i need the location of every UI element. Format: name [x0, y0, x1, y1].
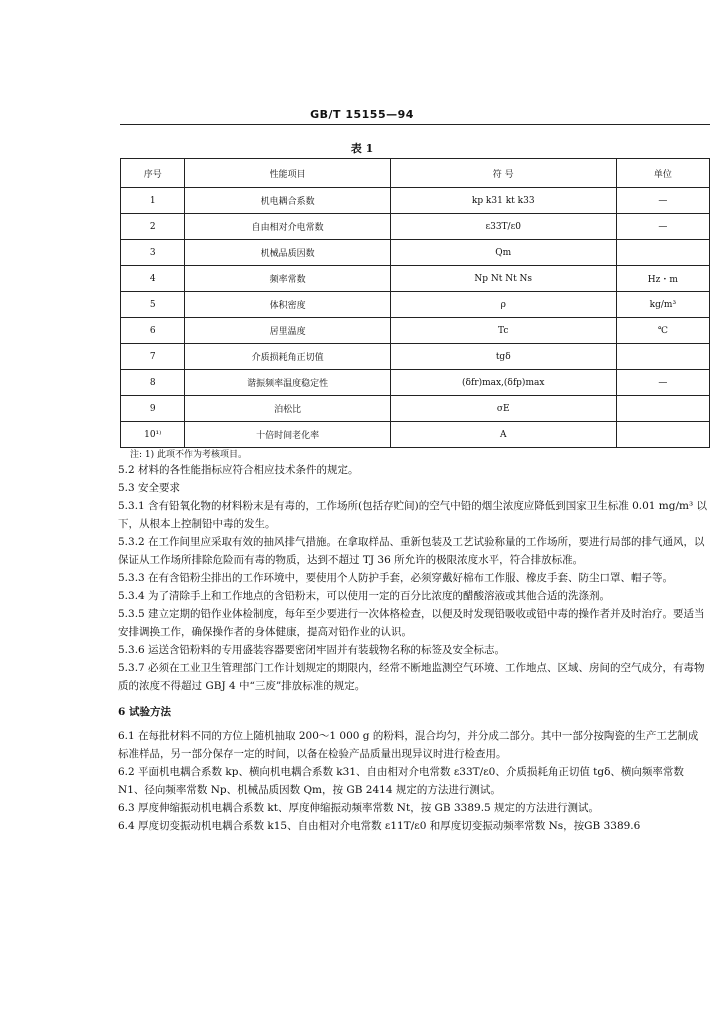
cell-property: 介质损耗角正切值 — [185, 344, 390, 370]
cell-index: 6 — [121, 318, 185, 344]
table-row — [121, 318, 710, 344]
properties-table — [120, 158, 710, 448]
table-row — [121, 292, 710, 318]
cell-property: 体积密度 — [185, 292, 390, 318]
col-header-symbol: 符 号 — [390, 159, 616, 188]
clause-5-3-6: 5.3.6 运送含铅粉料的专用盛装容器要密闭牢固并有装载物名称的标签及安全标志。 — [118, 644, 506, 656]
table-row — [121, 422, 710, 448]
clause-6-4: 6.4 厚度切变振动机电耦合系数 k15、自由相对介电常数 ε11T/ε0 和厚度切变振动频率常数 Ns，按GB 3389.6 — [118, 820, 641, 832]
table-row — [121, 266, 710, 292]
cell-unit: Hz・m — [616, 266, 709, 292]
cell-index: 7 — [121, 344, 185, 370]
clause-5-3-5: 5.3.5 建立定期的铅作业体检制度，每年至少要进行一次体格检查，以便及时发现铅吸收或铅中毒的操作者并及时治疗。要适当安排调换工作，确保操作者的身体健康，提高对铅作业的认识。 — [118, 608, 705, 638]
cell-unit: — — [616, 214, 709, 240]
section-6-heading: 6 试验方法 — [118, 706, 171, 718]
cell-property: 频率常数 — [185, 266, 390, 292]
clause-6-3: 6.3 厚度伸缩振动机电耦合系数 kt、厚度伸缩振动频率常数 Nt，按 GB 3389.5 规定的方法进行测试。 — [118, 802, 600, 814]
cell-unit: kg/m³ — [616, 292, 709, 318]
cell-symbol: ρ — [390, 292, 616, 318]
cell-unit — [616, 344, 709, 370]
cell-index: 1 — [121, 188, 185, 214]
cell-symbol: Tc — [390, 318, 616, 344]
table-row — [121, 240, 710, 266]
body-text — [118, 461, 708, 835]
cell-index: 10¹⁾ — [121, 422, 185, 448]
cell-property: 十倍时间老化率 — [185, 422, 390, 448]
cell-symbol: tgδ — [390, 344, 616, 370]
clause-5-3-4: 5.3.4 为了清除手上和工作地点的含铅粉末，可以使用一定的百分比浓度的醋酸溶液或其他合适的洗涤剂。 — [118, 590, 611, 602]
cell-unit — [616, 396, 709, 422]
cell-symbol: A — [390, 422, 616, 448]
clause-5-3-7: 5.3.7 必须在工业卫生管理部门工作计划规定的期限内，经常不断地监测空气环境、工作地点、区域、房间的空气成分，有毒物质的浓度不得超过 GBJ 4 中“三废”排放标准的规定。 — [118, 662, 705, 692]
cell-unit: — — [616, 370, 709, 396]
cell-symbol: (δfr)max,(δfp)max — [390, 370, 616, 396]
clause-5-3-2: 5.3.2 在工作间里应采取有效的抽风排气措施。在拿取样品、重新包装及工艺试验称量的工作场所，要进行局部的排气通风，以保证从工作场所排除危险而有毒的物质，达到不超过 TJ 36 所允许的极限浓度水平，符合排放标准。 — [118, 536, 705, 566]
table-row — [121, 370, 710, 396]
clause-5-3-3: 5.3.3 在有含铅粉尘排出的工作环境中，要使用个人防护手套，必须穿戴好棉布工作服、橡皮手套、防尘口罩、帽子等。 — [118, 572, 674, 584]
cell-index: 2 — [121, 214, 185, 240]
table-header-row — [121, 159, 710, 188]
col-header-property: 性能项目 — [185, 159, 390, 188]
page-header: GB/T 15155—94 — [310, 108, 414, 121]
cell-index: 9 — [121, 396, 185, 422]
cell-unit: ℃ — [616, 318, 709, 344]
cell-symbol: Qm — [390, 240, 616, 266]
cell-index: 5 — [121, 292, 185, 318]
cell-symbol: σE — [390, 396, 616, 422]
cell-index: 3 — [121, 240, 185, 266]
cell-index: 4 — [121, 266, 185, 292]
cell-symbol: ε33T/ε0 — [390, 214, 616, 240]
table-caption: 表 1 — [350, 142, 374, 155]
table-row — [121, 396, 710, 422]
cell-unit — [616, 422, 709, 448]
col-header-index: 序号 — [121, 159, 185, 188]
table-row — [121, 344, 710, 370]
cell-property: 泊松比 — [185, 396, 390, 422]
clause-5-2: 5.2 材料的各性能指标应符合相应技术条件的规定。 — [118, 464, 359, 476]
clause-5-3-1: 5.3.1 含有铅氧化物的材料粉末是有毒的，工作场所(包括存贮间)的空气中铅的烟尘浓度应降低到国家卫生标准 0.01 mg/m³ 以下，从根本上控制铅中毒的发生。 — [118, 500, 708, 530]
cell-index: 8 — [121, 370, 185, 396]
clause-6-2: 6.2 平面机电耦合系数 kp、横向机电耦合系数 k31、自由相对介电常数 ε33T/ε0、介质损耗角正切值 tgδ、横向频率常数 N1、径向频率常数 Np、机械品质因数 Qm，按 GB 2414 规定的方法进行测试。 — [118, 766, 684, 796]
cell-unit — [616, 240, 709, 266]
cell-property: 自由相对介电常数 — [185, 214, 390, 240]
cell-property: 机电耦合系数 — [185, 188, 390, 214]
cell-unit: — — [616, 188, 709, 214]
col-header-unit: 单位 — [616, 159, 709, 188]
table-note: 注: 1) 此项不作为考核项目。 — [130, 450, 247, 460]
cell-property: 居里温度 — [185, 318, 390, 344]
cell-property: 机械品质因数 — [185, 240, 390, 266]
cell-symbol: kp k31 kt k33 — [390, 188, 616, 214]
clause-5-3: 5.3 安全要求 — [118, 482, 181, 494]
cell-symbol: Np Nt Nt Ns — [390, 266, 616, 292]
table-row — [121, 188, 710, 214]
clause-6-1: 6.1 在每批材料不同的方位上随机抽取 200～1 000 g 的粉料，混合均匀，并分成二部分。其中一部分按陶瓷的生产工艺制成标准样品，另一部分保存一定的时间，以备在检验产品质量出现异议时进行检查用。 — [118, 730, 699, 760]
header-rule — [120, 124, 710, 125]
cell-property: 谐振频率温度稳定性 — [185, 370, 390, 396]
table-row — [121, 214, 710, 240]
